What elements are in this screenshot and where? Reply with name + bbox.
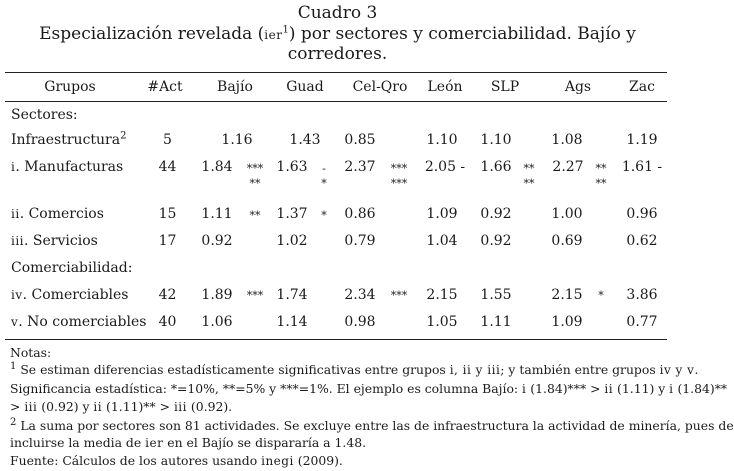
cell-bajio: 1.84 — [201, 159, 233, 175]
cell-leon: 1.09 — [426, 206, 458, 222]
row-label: ii. Comercios — [11, 206, 104, 222]
cell-leon: 1.10 — [426, 132, 458, 148]
cell-act: 5 — [163, 132, 172, 148]
cell-celqro: 2.37 — [344, 159, 376, 175]
sig-bajio: *** — [246, 289, 264, 302]
cell-slp: 1.10 — [480, 132, 512, 148]
cell-celqro: 0.79 — [344, 233, 376, 249]
cell-leon: 1.05 — [426, 314, 458, 330]
cell-slp: 0.92 — [480, 233, 512, 249]
cell-ags: 1.09 — [551, 314, 583, 330]
cell-celqro: 2.34 — [344, 287, 376, 303]
table-number: Cuadro 3 — [297, 3, 378, 23]
row-label: iii. Servicios — [11, 233, 98, 249]
note-2-continued: incluirse la media de ier en el Bajío se dispararía a 1.48. — [10, 435, 367, 451]
sig-slp: ** ** — [523, 162, 535, 190]
cell-slp: 1.11 — [480, 314, 512, 330]
cell-ags: 0.69 — [551, 233, 583, 249]
table-notes — [10, 344, 734, 471]
cell-ags: 1.00 — [551, 206, 583, 222]
cell-zac: 3.86 — [626, 287, 658, 303]
cell-guad: 1.63 — [276, 159, 308, 175]
note-2: $^2$ La suma por sectores son 81 actividades. Se excluye entre las de infraestructura la actividad de minería, pues de — [10, 416, 734, 433]
sig-bajio: *** ** — [246, 162, 264, 190]
row-label: iv. Comerciables — [11, 287, 129, 303]
col-header-celqro: Cel-Qro — [352, 79, 408, 95]
cell-ags: 2.15 — [551, 287, 583, 303]
cell-guad: 1.14 — [276, 314, 308, 330]
note-1-continued: > iii (0.92) y ii (1.11)** > iii (0.92). — [10, 399, 233, 415]
cell-zac: 0.96 — [626, 206, 658, 222]
cell-act: 44 — [158, 159, 177, 175]
cell-zac: 0.77 — [626, 314, 658, 330]
section-label-comerciabilidad: Comerciabilidad: — [11, 260, 133, 276]
cell-leon: 2.15 — [426, 287, 458, 303]
col-header-ags: Ags — [564, 79, 592, 95]
sig-guad: - * — [321, 162, 327, 190]
col-header-bajio: Bajío — [217, 79, 253, 95]
cell-guad: 1.02 — [276, 233, 308, 249]
cell-act: 15 — [158, 206, 177, 222]
cell-leon: 2.05 - — [424, 159, 466, 175]
note-1-significance: Significancia estadística: *=10%, **=5% y ***=1%. El ejemplo es columna Bajío: i (1.84)*** > ii (1.11) y i (1.84)** — [10, 380, 728, 396]
row-label: v. No comerciables — [11, 314, 147, 330]
table-bottom-rule — [5, 339, 667, 340]
cell-slp: 1.66 — [480, 159, 512, 175]
cell-act: 42 — [158, 287, 177, 303]
cell-zac: 0.62 — [626, 233, 658, 249]
cell-celqro: 0.86 — [344, 206, 376, 222]
table-title — [0, 24, 675, 64]
row-label: Infraestructura$^2$ — [11, 130, 127, 148]
section-label-sectores: Sectores: — [11, 107, 78, 123]
col-header-leon: León — [427, 79, 463, 95]
cell-bajio: 1.16 — [221, 132, 253, 148]
source-note: Fuente: Cálculos de los autores usando inegi (2009). — [10, 453, 343, 469]
title-post: ) por sectores y comerciabilidad. Bajío y corredores. — [287, 24, 636, 64]
cell-zac: 1.19 — [626, 132, 658, 148]
cell-celqro: 0.98 — [344, 314, 376, 330]
cell-bajio: 0.92 — [201, 233, 233, 249]
row-label: i. Manufacturas — [11, 159, 124, 175]
col-header-act: #Act — [147, 79, 183, 95]
title-abbr: ier — [264, 28, 283, 42]
notes-heading: Notas: — [10, 345, 52, 360]
cell-ags: 2.27 — [552, 159, 584, 175]
cell-slp: 1.55 — [480, 287, 512, 303]
cell-bajio: 1.06 — [201, 314, 233, 330]
col-header-grupos: Grupos — [44, 79, 96, 95]
sig-celqro: *** — [390, 289, 408, 302]
sig-ags: ** ** — [595, 162, 607, 190]
col-header-guad: Guad — [286, 79, 324, 95]
cell-zac: 1.61 - — [621, 159, 663, 175]
cell-bajio: 1.11 — [201, 206, 233, 222]
sig-ags: * — [598, 289, 604, 302]
title-pre: Especialización revelada ( — [39, 24, 265, 44]
cell-guad: 1.37 — [276, 206, 308, 222]
cell-guad: 1.43 — [289, 132, 321, 148]
cell-ags: 1.08 — [551, 132, 583, 148]
col-header-zac: Zac — [629, 79, 655, 95]
cell-act: 40 — [158, 314, 177, 330]
sig-bajio: ** — [249, 209, 261, 222]
table-top-rule — [5, 72, 667, 73]
cell-guad: 1.74 — [276, 287, 308, 303]
title-footnote-mark: 1 — [282, 24, 289, 36]
note-1: $^1$ Se estiman diferencias estadísticamente significativas entre grupos i, ii y iii; y también entre grupos iv y v. — [10, 361, 699, 378]
sig-guad: * — [321, 209, 327, 222]
col-header-slp: SLP — [490, 79, 520, 95]
cell-act: 17 — [158, 233, 177, 249]
cell-bajio: 1.89 — [201, 287, 233, 303]
cell-celqro: 0.85 — [344, 132, 376, 148]
sig-celqro: *** *** — [390, 162, 408, 190]
cell-slp: 0.92 — [480, 206, 512, 222]
table-header-rule — [5, 101, 667, 102]
cell-leon: 1.04 — [426, 233, 458, 249]
